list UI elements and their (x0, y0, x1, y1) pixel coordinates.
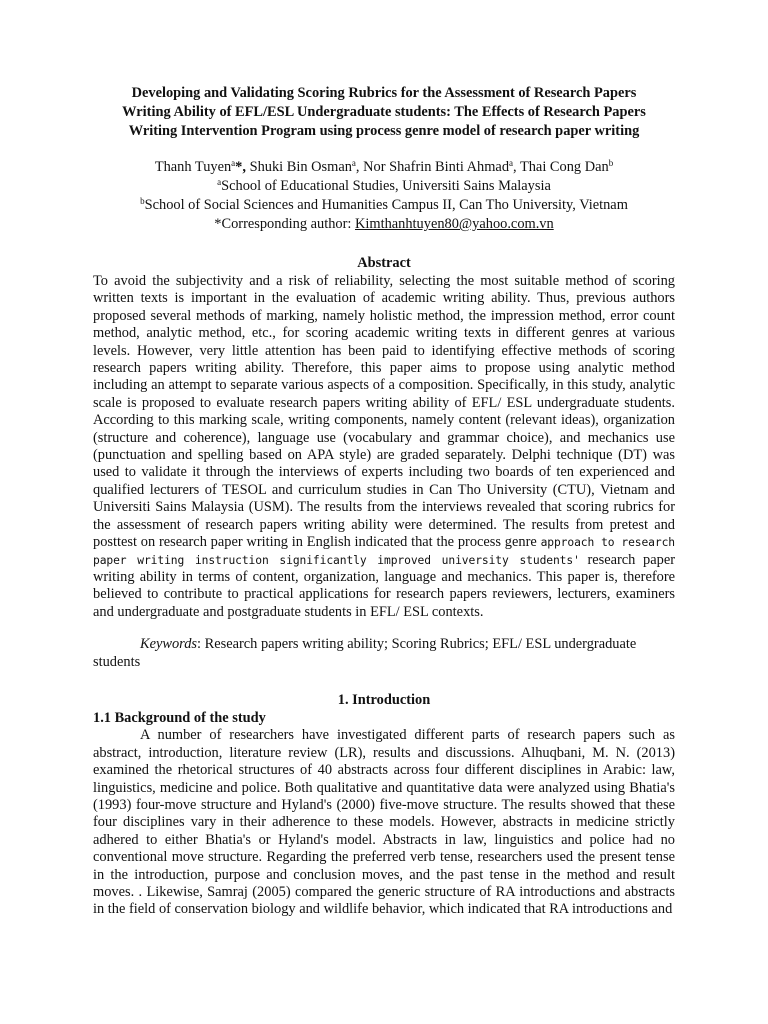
keywords (93, 636, 675, 671)
corresponding-marker: *, (235, 159, 246, 175)
author-2: Shuki Bin Osman (245, 159, 352, 175)
keywords-label: Keywords (140, 636, 198, 653)
author-3: , Nor Shafrin Binti Ahmad (355, 159, 510, 175)
title-line-1: Developing and Validating Scoring Rubrics for the Assessment of Research Papers (131, 85, 637, 101)
introduction-paragraph: A number of researchers have investigated different parts of research papers such as abstract, introduction, literature review (LR), results and discussions. Alhuqbani, M. N. (2013) examined the rhetorical structures of 40 abstracts across four different disciplines in Arabic: law, linguistics, medicine and police. Both qualitative and quantitative data were analyzed using Bhatia's (1993) four-move structure and Hyland's (2000) five-move structure. The results showed that these four disciplines vary in their adherence to these models. However, abstracts in medicine strictly adhered to either Bhatia's or Hyland's model. Abstracts in law, linguistics and police had no conventional move structure. Regarding the preferred verb tense, researchers used the present tense in the introduction, purpose and conclusion moves, and the past tense in the method and result moves. . Likewise, Samraj (2005) compared the generic structure of RA introductions and abstracts in the field of conservation biology and wildlife behavior, which indicated that RA introductions and (93, 727, 675, 918)
affiliation-a-marker: a (217, 177, 222, 187)
author-3-affiliation: a (509, 158, 514, 168)
corresponding-author (93, 215, 675, 234)
author-1-affiliation: a (231, 158, 236, 168)
affiliation-b-text: School of Social Sciences and Humanities Campus II, Can Tho University, Vietnam (144, 197, 628, 213)
affiliation-a-text: School of Educational Studies, Universiti Sains Malaysia (221, 178, 551, 194)
abstract-text-part-2: research paper writing ability in terms of content, organization, language and mechanics. This paper is, therefore believed to contribute to practical applications for research papers reviewers, lecturers, examiners and undergraduate and postgraduate students in EFL/ ESL contexts. (93, 551, 676, 620)
introduction-heading: 1. Introduction (337, 691, 431, 708)
background-subheading: 1.1 Background of the study (93, 709, 266, 726)
author-2-affiliation: a (351, 158, 356, 168)
author-list (93, 158, 675, 177)
paper-title (93, 84, 675, 141)
abstract-text-part-1: To avoid the subjectivity and a risk of reliability, selecting the most suitable method of scoring written texts is important in the evaluation of academic writing ability. Thus, previous authors proposed several methods of marking, namely holistic method, the impression method, error count method, analytic method, etc., for scoring academic writing texts in different genres at various levels. However, very little attention has been paid to identifying effective methods of scoring research papers writing ability. Therefore, this paper aims to propose using analytic method including an attempt to separate various aspects of a composition. Specifically, in this study, analytic scale is proposed to evaluate research papers writing ability of EFL/ ESL undergraduate students. According to this marking scale, writing components, namely content (relevant ideas), organization (structure and coherence), language use (vocabulary and grammar choice), and mechanics use (punctuation and spelling based on APA style) are graded separately. Delphi technique (DT) was used to validate it through the interviews of experts including two boards of ten experienced and qualified lecturers of TESOL and curriculum studies in Can Tho University (CTU), Vietnam and Universiti Sains Malaysia (USM). The results from the interviews revealed that scoring rubrics for the assessment of research papers writing ability were determined. The results from pretest and posttest on research paper writing in English indicated that the process genre (93, 273, 675, 551)
abstract-heading: Abstract (357, 255, 411, 271)
author-4-affiliation: b (608, 158, 614, 168)
author-4: , Thai Cong Dan (513, 159, 609, 175)
keywords-text: : Research papers writing ability; Scoring Rubrics; EFL/ ESL undergraduate students (93, 636, 637, 670)
affiliation-b (93, 196, 675, 215)
email-link[interactable]: Kimthanhtuyen80@yahoo.com.vn (355, 216, 554, 232)
author-1: Thanh Tuyen (154, 159, 232, 175)
affiliation-a (93, 177, 675, 196)
affiliation-b-marker: b (140, 196, 145, 206)
corresponding-label: *Corresponding author: (214, 216, 355, 232)
title-line-3: Writing Intervention Program using process genre model of research paper writing (128, 123, 640, 139)
title-line-2: Writing Ability of EFL/ESL Undergraduate students: The Effects of Research Papers (122, 104, 646, 120)
abstract-mono-line: approach to research paper writing instruction significantly improved university students' (93, 536, 675, 567)
abstract-body (93, 273, 675, 621)
